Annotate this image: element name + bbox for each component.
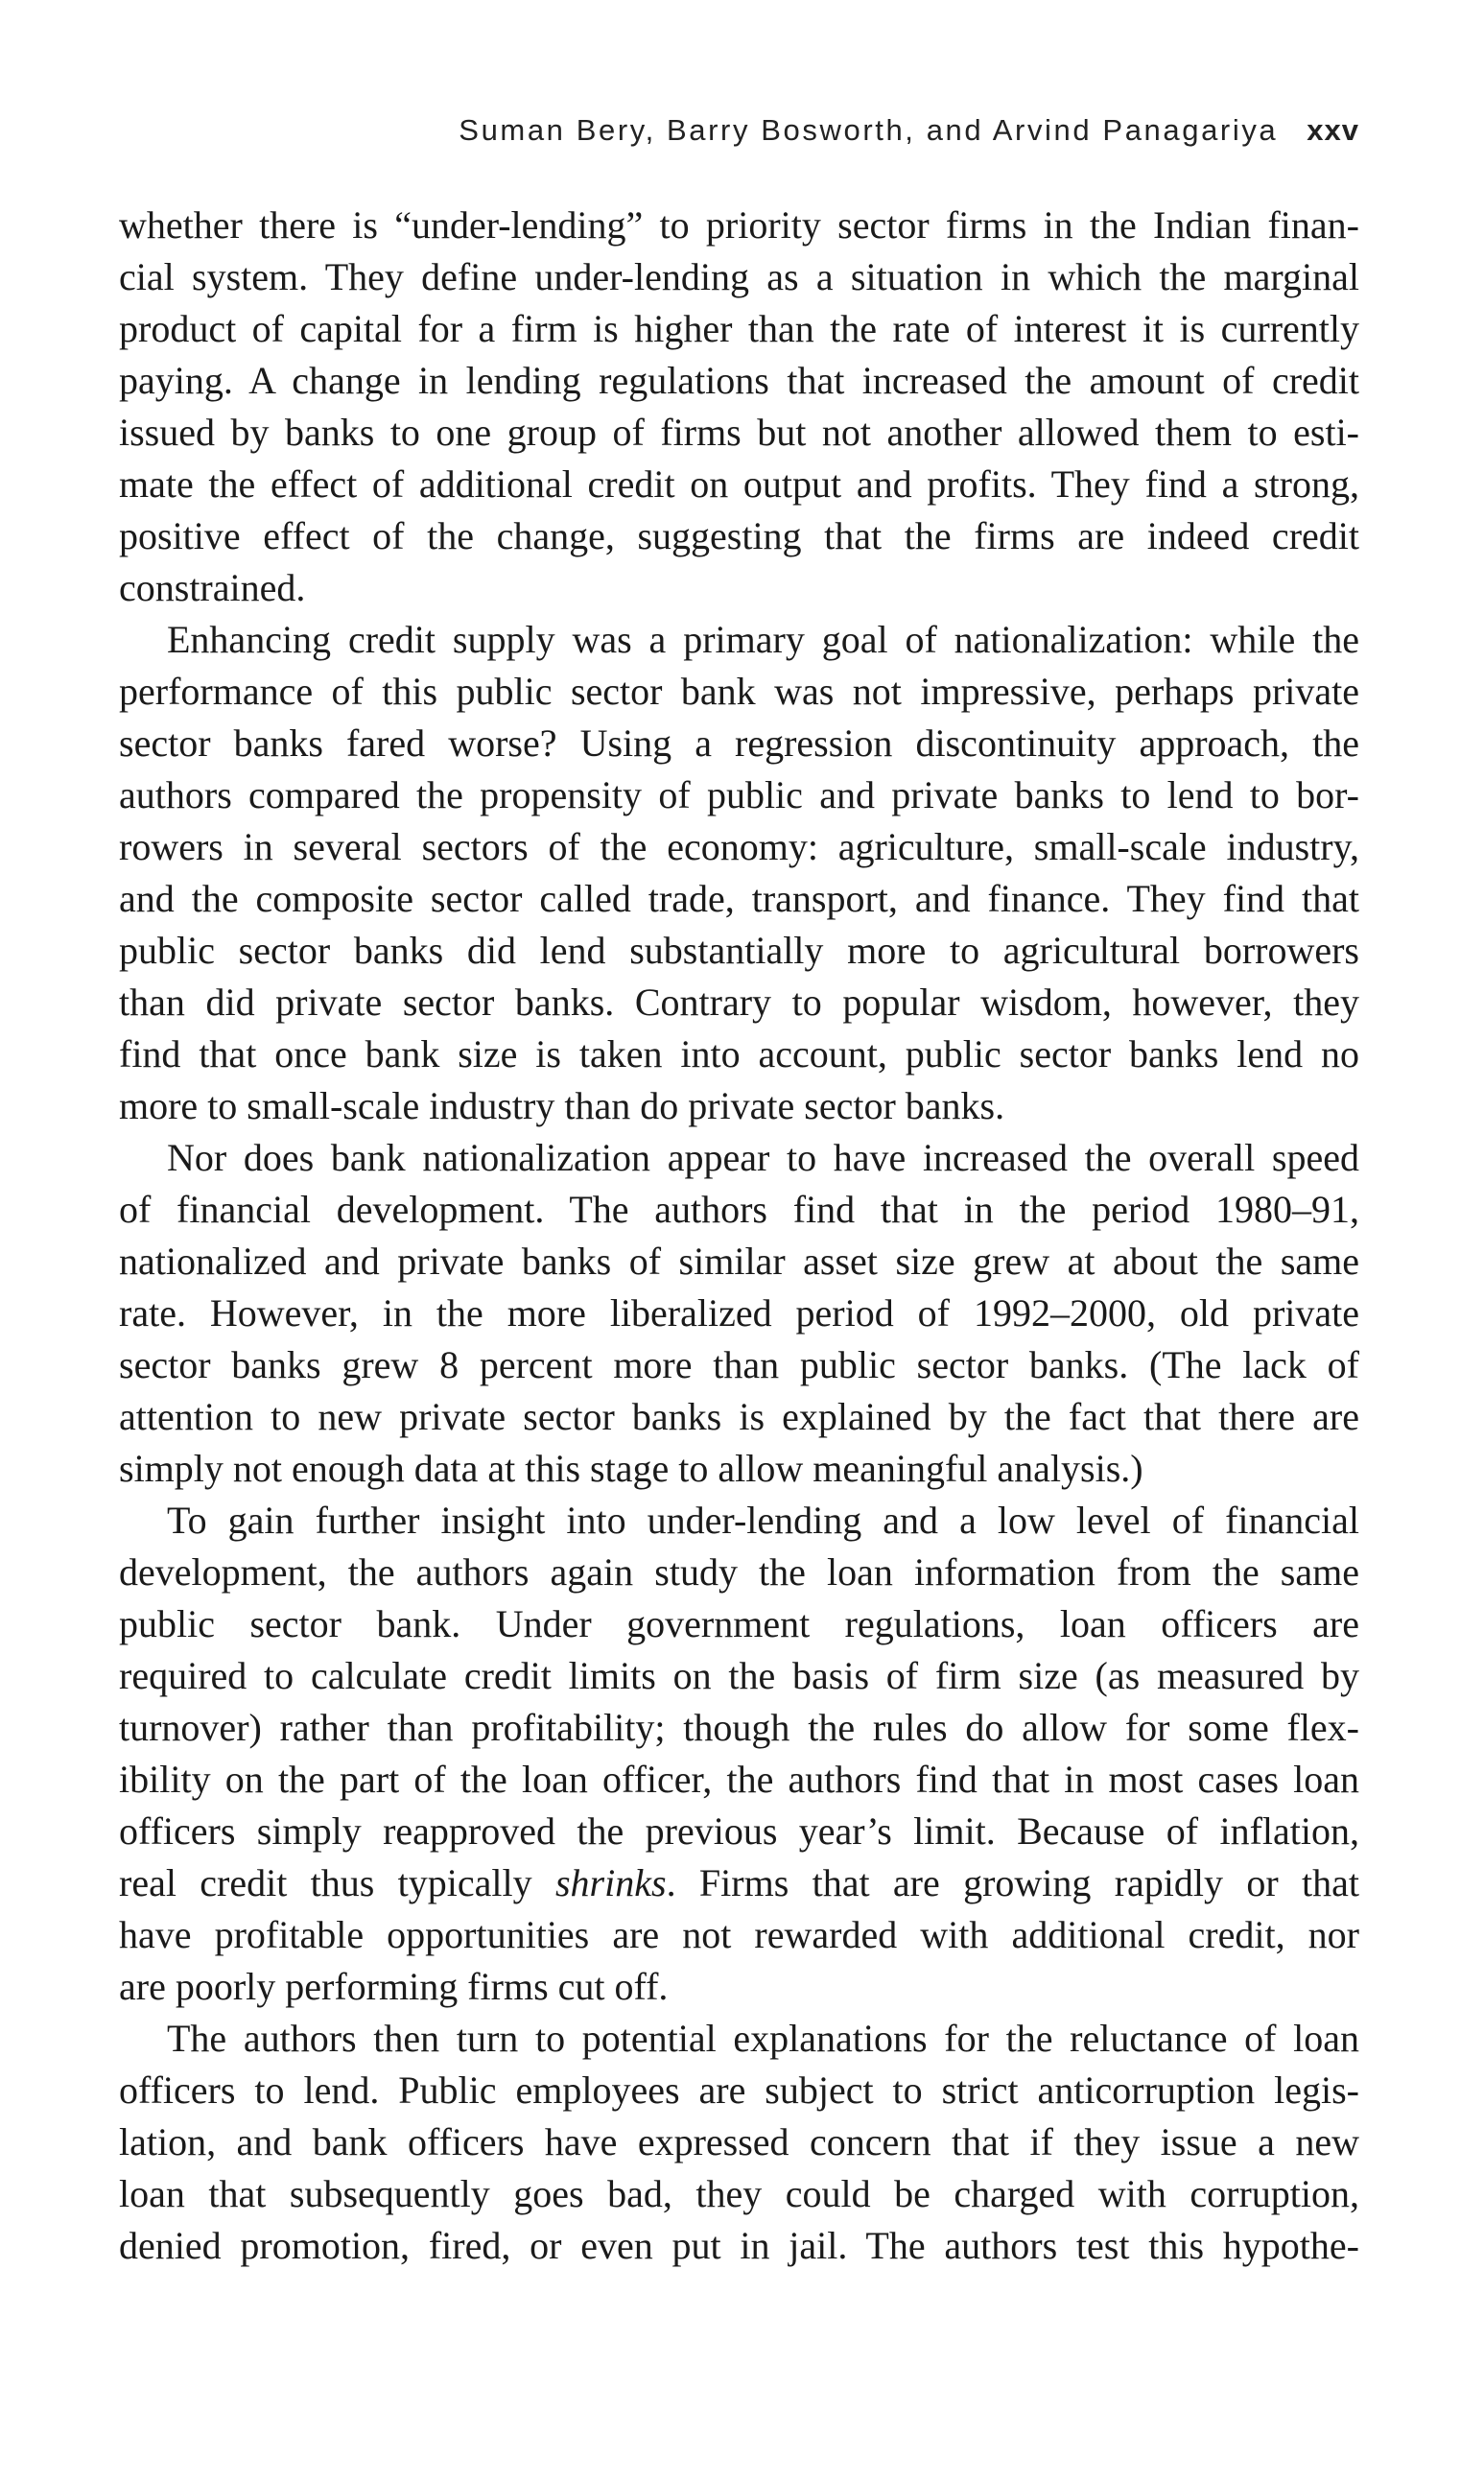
paragraph-4 [119,1495,1359,2013]
paragraph-2 [119,614,1359,1132]
text-line: turnover) rather than profitability; though the rules do allow for some flex- [119,1706,1359,1749]
running-header-authors: Suman Bery, Barry Bosworth, and Arvind Panagariya [459,113,1279,147]
text-line: attention to new private sector banks is explained by the fact that there are [119,1395,1359,1438]
text-line: product of capital for a firm is higher than the rate of interest it is currently [119,307,1359,350]
text-line: ibility on the part of the loan officer, the authors find that in most cases loan [119,1758,1359,1801]
page-number: xxv [1307,113,1359,147]
text-line: The authors then turn to potential explanations for the reluctance of loan [167,2017,1359,2060]
paragraph-3 [119,1132,1359,1495]
text-line: public sector bank. Under government regulations, loan officers are [119,1602,1359,1645]
text-line: nationalized and private banks of similar asset size grew at about the same [119,1240,1359,1283]
text-line: mate the effect of additional credit on output and profits. They find a strong, [119,462,1359,506]
text-line: public sector banks did lend substantially more to agricultural borrowers [119,929,1359,972]
text-line: have profitable opportunities are not rewarded with additional credit, nor [119,1913,1359,1956]
text-line: officers to lend. Public employees are subject to strict anticorruption legis- [119,2068,1359,2112]
text-line: Nor does bank nationalization appear to have increased the overall speed [167,1136,1359,1179]
text-line: than did private sector banks. Contrary to popular wisdom, however, they [119,981,1359,1024]
text-line: positive effect of the change, suggesting that the firms are indeed credit [119,514,1359,557]
text-line: authors compared the propensity of public and private banks to lend to bor- [119,773,1359,816]
text-line: real credit thus typically shrinks. Firms that are growing rapidly or that [119,1861,1359,1904]
text-line: cial system. They define under-lending as a situation in which the marginal [119,255,1359,298]
text-line: sector banks fared worse? Using a regression discontinuity approach, the [119,721,1359,765]
running-header [119,113,1359,148]
text-line: of financial development. The authors find that in the period 1980–91, [119,1188,1359,1231]
text-line: constrained. [119,566,306,609]
text-line: paying. A change in lending regulations that increased the amount of credit [119,359,1359,402]
text-line: sector banks grew 8 percent more than public sector banks. (The lack of [119,1343,1359,1386]
text-line: denied promotion, fired, or even put in jail. The authors test this hypothe- [119,2224,1359,2267]
text-line: required to calculate credit limits on the basis of firm size (as measured by [119,1654,1359,1697]
text-line: simply not enough data at this stage to allow meaningful analysis.) [119,1447,1143,1490]
text-line: loan that subsequently goes bad, they could be charged with corruption, [119,2172,1359,2215]
text-line: Enhancing credit supply was a primary goal of nationalization: while the [167,618,1359,661]
text-line: more to small-scale industry than do private sector banks. [119,1084,1005,1127]
text-line: lation, and bank officers have expressed concern that if they issue a new [119,2120,1359,2163]
paragraph-1 [119,200,1359,614]
text-line: issued by banks to one group of firms but not another allowed them to esti- [119,411,1359,454]
body-text [119,200,1359,2272]
text-line: are poorly performing firms cut off. [119,1965,669,2008]
text-line: rowers in several sectors of the economy: agriculture, small-scale industry, [119,825,1359,868]
text-line: and the composite sector called trade, transport, and finance. They find that [119,877,1359,920]
paragraph-5 [119,2013,1359,2272]
text-line: To gain further insight into under-lending and a low level of financial [167,1499,1359,1542]
text-line: find that once bank size is taken into account, public sector banks lend no [119,1032,1359,1076]
text-line: officers simply reapproved the previous year’s limit. Because of inflation, [119,1809,1359,1853]
text-line: development, the authors again study the loan information from the same [119,1550,1359,1594]
text-line: performance of this public sector bank was not impressive, perhaps private [119,670,1359,713]
text-line: rate. However, in the more liberalized period of 1992–2000, old private [119,1291,1359,1335]
text-line: whether there is “under-lending” to priority sector firms in the Indian finan- [119,203,1359,247]
